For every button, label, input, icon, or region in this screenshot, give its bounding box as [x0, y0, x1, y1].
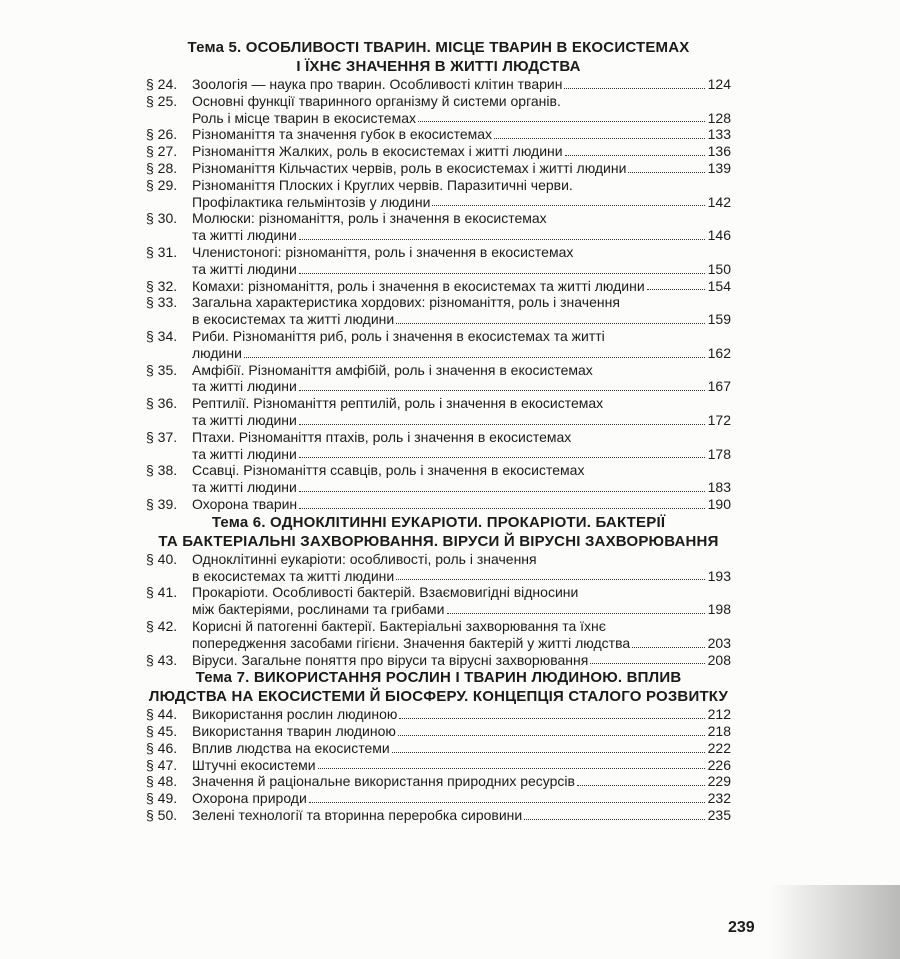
section-heading-line: Тема 7. ВИКОРИСТАННЯ РОСЛИН І ТВАРИН ЛЮДИНОЮ. ВПЛИВ	[195, 669, 682, 687]
entry-title-line: між бактеріями, рослинами та грибами	[192, 601, 445, 618]
page-ref: 222	[707, 739, 731, 756]
entry-title	[192, 584, 731, 618]
entry-title	[192, 807, 731, 824]
entry-title-line: та житті людини	[192, 378, 297, 395]
entry-title-line: та житті людини	[192, 260, 297, 277]
page-ref: 183	[707, 479, 731, 496]
dot-leader	[299, 273, 705, 274]
entry-title-line: Охорона природи	[192, 790, 307, 807]
page-ref: 150	[707, 260, 731, 277]
page-ref: 124	[707, 76, 731, 92]
paragraph-number: § 45.	[146, 723, 178, 740]
entry-title-line: Зелені технології та вторинна переробка сировини	[192, 807, 523, 824]
paragraph-number: § 31.	[146, 243, 178, 260]
entry-title-line: Віруси. Загальне поняття про віруси та вірусні захворювання	[192, 651, 589, 668]
entry-title	[192, 618, 731, 652]
dot-leader	[299, 424, 705, 425]
page-ref: 190	[707, 495, 731, 512]
entry-title	[192, 496, 731, 513]
toc-entry	[146, 757, 731, 774]
page-ref: 172	[707, 411, 731, 428]
entry-title-line: Роль і місце тварин в екосистемах	[192, 109, 416, 126]
page-ref: 203	[707, 634, 731, 651]
entry-title-line: Штучні екосистеми	[192, 756, 316, 773]
entry-title-line: Риби. Різноманіття риб, роль і значення в екосистемах та житті	[192, 327, 605, 344]
entry-title-line: Значення й раціональне використання природних ресурсів	[192, 773, 575, 790]
entry-title-line: Профілактика гельмінтозів у людини	[192, 193, 431, 210]
dot-leader	[647, 289, 705, 290]
dot-leader	[299, 491, 705, 492]
page-ref: 128	[707, 109, 731, 126]
paragraph-number: § 44.	[146, 706, 178, 723]
paragraph-number: § 32.	[146, 277, 178, 294]
paragraph-number: § 42.	[146, 617, 178, 634]
dot-leader	[299, 239, 705, 240]
entry-title	[192, 551, 731, 585]
toc-entry	[146, 723, 731, 740]
page-ref: 226	[707, 756, 731, 773]
dot-leader	[494, 138, 705, 139]
entry-title	[192, 652, 731, 669]
section-heading-line: ТА БАКТЕРІАЛЬНІ ЗАХВОРЮВАННЯ. ВІРУСИ Й ВІРУСНІ ЗАХВОРЮВАННЯ	[158, 532, 719, 550]
dot-leader	[632, 647, 705, 648]
toc-entry	[146, 551, 731, 585]
paragraph-number: § 36.	[146, 395, 178, 412]
entry-title	[192, 362, 731, 396]
entry-title-line: Прокаріоти. Особливості бактерій. Взаємовигідні відносини	[192, 584, 579, 601]
page-ref: 218	[707, 723, 731, 740]
paragraph-number: § 39.	[146, 495, 178, 512]
toc-entry	[146, 278, 731, 295]
toc-entry	[146, 76, 731, 93]
entry-title-line: Використання рослин людиною	[192, 706, 398, 723]
section-heading-line: Тема 5. ОСОБЛИВОСТІ ТВАРИН. МІСЦЕ ТВАРИН В ЕКОСИСТЕМАХ	[187, 39, 690, 56]
paragraph-number: § 30.	[146, 210, 178, 227]
entry-title	[192, 210, 731, 244]
entry-title-line: та житті людини	[192, 479, 297, 496]
paragraph-number: § 28.	[146, 159, 178, 176]
paragraph-number: § 25.	[146, 92, 178, 109]
toc-entry	[146, 160, 731, 177]
entry-title	[192, 723, 731, 740]
dot-leader	[447, 613, 706, 614]
toc-entry	[146, 584, 731, 618]
entry-title-line: Членистоногі: різноманіття, роль і значення в екосистемах	[192, 243, 574, 260]
entry-title-line: в екосистемах та житті людини	[192, 311, 395, 328]
page-ref: 162	[707, 344, 731, 361]
entry-title-line: Одноклітинні еукаріоти: особливості, роль і значення	[192, 550, 537, 567]
dot-leader	[318, 768, 705, 769]
paragraph-number: § 29.	[146, 176, 178, 193]
page-ref: 212	[707, 706, 731, 723]
toc-entry	[146, 790, 731, 807]
entry-title-line: людини	[192, 344, 242, 361]
entry-title-line: Охорона тварин	[192, 495, 298, 512]
entry-title-line: Загальна характеристика хордових: різноманіття, роль і значення	[192, 294, 620, 311]
entry-title-line: Різноманіття та значення губок в екосистемах	[192, 126, 493, 143]
section-heading	[146, 38, 731, 76]
page-ref: 146	[707, 227, 731, 244]
page-ref: 133	[707, 126, 731, 143]
entry-title-line: Корисні й патогенні бактерії. Бактеріальні захворювання та їхнє	[192, 617, 606, 634]
dot-leader	[396, 579, 705, 580]
entry-title	[192, 143, 731, 160]
page-ref: 198	[707, 601, 731, 618]
entry-title-line: та житті людини	[192, 227, 297, 244]
paragraph-number: § 40.	[146, 550, 178, 567]
toc-entry	[146, 244, 731, 278]
page-ref: 193	[707, 567, 731, 584]
entry-title-line: Різноманіття Кільчастих червів, роль в екосистемах і житті людини	[192, 159, 627, 176]
toc-entry	[146, 773, 731, 790]
entry-title-line: Використання тварин людиною	[192, 723, 396, 740]
page-number: 239	[728, 919, 755, 936]
paragraph-number: § 27.	[146, 143, 178, 160]
paragraph-number: § 41.	[146, 584, 178, 601]
entry-title	[192, 328, 731, 362]
entry-title-line: в екосистемах та житті людини	[192, 567, 395, 584]
page-ref: 208	[707, 651, 731, 668]
page-ref: 139	[707, 159, 731, 176]
entry-title	[192, 462, 731, 496]
entry-title-line: Різноманіття Жалких, роль в екосистемах і житті людини	[192, 143, 563, 160]
entry-title	[192, 93, 731, 127]
toc-entry	[146, 210, 731, 244]
toc-entry	[146, 429, 731, 463]
toc-entry	[146, 807, 731, 824]
paragraph-number: § 35.	[146, 361, 178, 378]
page-ref: 229	[707, 773, 731, 790]
entry-title	[192, 294, 731, 328]
paragraph-number: § 33.	[146, 294, 178, 311]
page-ref: 142	[707, 193, 731, 210]
paragraph-number: § 34.	[146, 327, 178, 344]
dot-leader	[299, 390, 705, 391]
section-heading	[146, 668, 731, 706]
entry-title	[192, 177, 731, 211]
page-ref: 159	[707, 311, 731, 328]
dot-leader	[418, 121, 705, 122]
entry-title	[192, 429, 731, 463]
toc-entry	[146, 93, 731, 127]
paragraph-number: § 50.	[146, 807, 178, 824]
dot-leader	[392, 752, 705, 753]
entry-title-line: Зоологія — наука про тварин. Особливості клітин тварин	[192, 76, 563, 92]
entry-title	[192, 740, 731, 757]
entry-title	[192, 160, 731, 177]
toc-entry	[146, 294, 731, 328]
toc-entry	[146, 496, 731, 513]
dot-leader	[399, 718, 705, 719]
entry-title	[192, 76, 731, 93]
entry-title	[192, 278, 731, 295]
section-heading	[146, 513, 731, 551]
dot-leader	[628, 172, 705, 173]
page-ref: 154	[707, 277, 731, 294]
page-ref: 136	[707, 143, 731, 160]
section-heading-line: І ЇХНЄ ЗНАЧЕННЯ В ЖИТТІ ЛЮДСТВА	[296, 58, 581, 75]
dot-leader	[309, 802, 705, 803]
section-heading-line: Тема 6. ОДНОКЛІТИННІ ЕУКАРІОТИ. ПРОКАРІОТИ. БАКТЕРІЇ	[211, 513, 666, 531]
paragraph-number: § 47.	[146, 756, 178, 773]
dot-leader	[398, 735, 705, 736]
toc-entry	[146, 740, 731, 757]
page-ref: 235	[707, 807, 731, 824]
entry-title-line: та житті людини	[192, 411, 297, 428]
paragraph-number: § 37.	[146, 428, 178, 445]
entry-title	[192, 706, 731, 723]
toc-entry	[146, 143, 731, 160]
paragraph-number: § 46.	[146, 739, 178, 756]
dot-leader	[564, 88, 705, 89]
paragraph-number: § 24.	[146, 76, 178, 92]
entry-title	[192, 773, 731, 790]
entry-title-line: Рептилії. Різноманіття рептилій, роль і значення в екосистемах	[192, 395, 604, 412]
dot-leader	[396, 323, 705, 324]
toc-entry	[146, 126, 731, 143]
entry-title-line: Птахи. Різноманіття птахів, роль і значення в екосистемах	[192, 428, 572, 445]
dot-leader	[432, 205, 705, 206]
toc-entry	[146, 362, 731, 396]
entry-title-line: Різноманіття Плоских і Круглих червів. Паразитичні черви.	[192, 176, 573, 193]
page-edge-shadow	[770, 885, 900, 959]
toc-entry	[146, 462, 731, 496]
dot-leader	[577, 785, 705, 786]
table-of-contents	[146, 38, 731, 824]
entry-title	[192, 395, 731, 429]
entry-title	[192, 126, 731, 143]
entry-title	[192, 244, 731, 278]
entry-title-line: Основні функції тваринного організму й системи органів.	[192, 92, 561, 109]
toc-entry	[146, 706, 731, 723]
paragraph-number: § 26.	[146, 126, 178, 143]
entry-title-line: Молюски: різноманіття, роль і значення в екосистемах	[192, 210, 547, 227]
toc-entry	[146, 652, 731, 669]
entry-title-line: Амфібії. Різноманіття амфібій, роль і значення в екосистемах	[192, 361, 593, 378]
entry-title	[192, 757, 731, 774]
entry-title-line: попередження засобами гігієни. Значення бактерій у житті людства	[192, 634, 631, 651]
page-ref: 167	[707, 378, 731, 395]
toc-entry	[146, 395, 731, 429]
entry-title-line: Комахи: різноманіття, роль і значення в екосистемах та житті людини	[192, 277, 645, 294]
toc-entry	[146, 618, 731, 652]
paragraph-number: § 43.	[146, 651, 178, 668]
entry-title-line: Ссавці. Різноманіття ссавців, роль і значення в екосистемах	[192, 462, 585, 479]
entry-title-line: Вплив людства на екосистеми	[192, 739, 390, 756]
dot-leader	[565, 155, 705, 156]
paragraph-number: § 48.	[146, 773, 178, 790]
dot-leader	[590, 663, 705, 664]
toc-entry	[146, 328, 731, 362]
dot-leader	[244, 357, 705, 358]
page-ref: 232	[707, 790, 731, 807]
page-ref: 178	[707, 445, 731, 462]
section-heading-line: ЛЮДСТВА НА ЕКОСИСТЕМИ Й БІОСФЕРУ. КОНЦЕПЦІЯ СТАЛОГО РОЗВИТКУ	[148, 688, 729, 706]
paragraph-number: § 38.	[146, 462, 178, 479]
dot-leader	[299, 457, 705, 458]
dot-leader	[524, 819, 705, 820]
entry-title-line: та житті людини	[192, 445, 297, 462]
entry-title	[192, 790, 731, 807]
toc-entry	[146, 177, 731, 211]
dot-leader	[299, 508, 705, 509]
paragraph-number: § 49.	[146, 790, 178, 807]
